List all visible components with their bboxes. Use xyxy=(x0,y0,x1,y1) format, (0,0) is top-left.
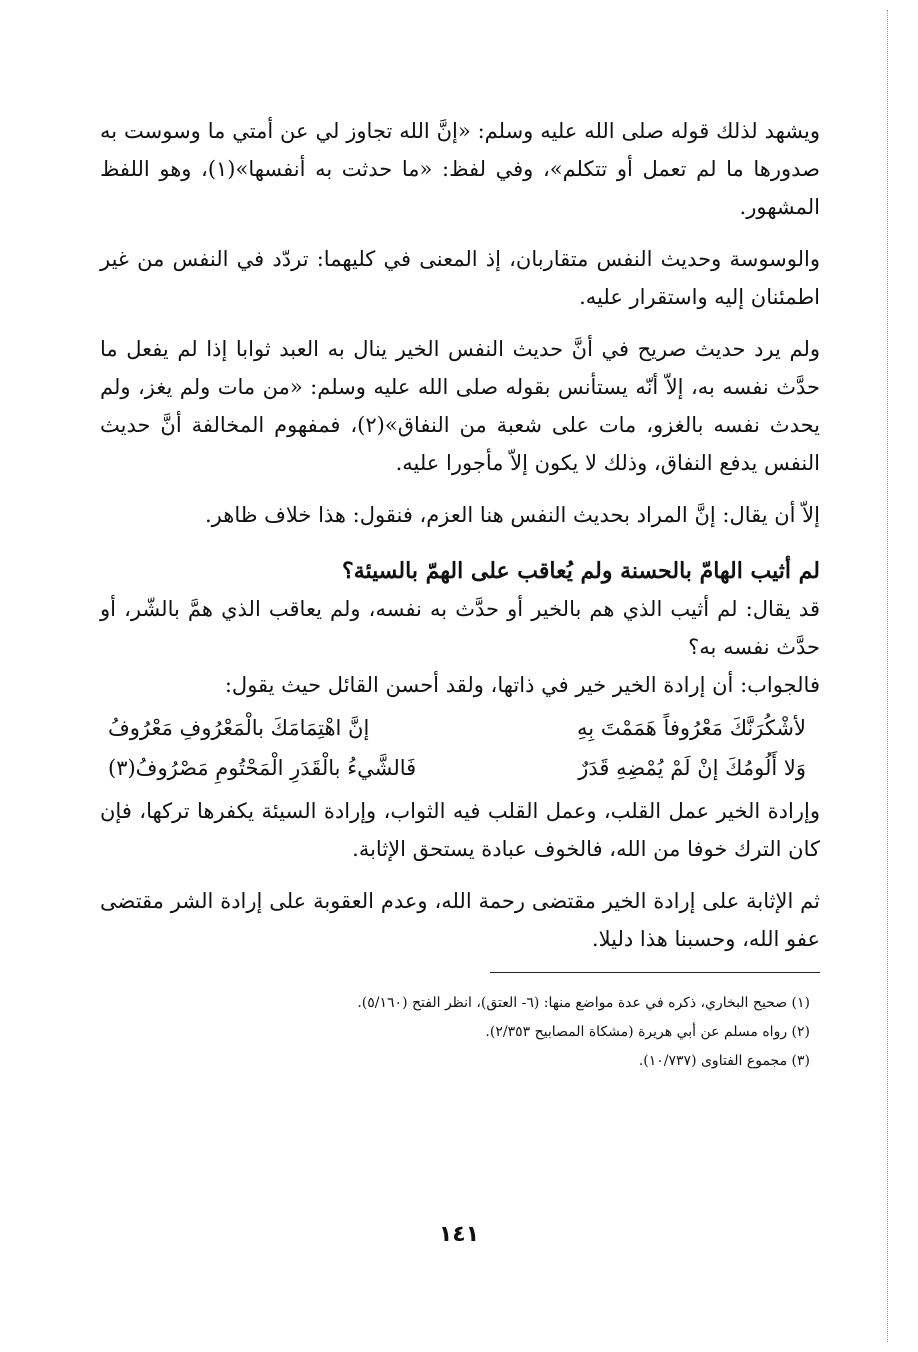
paragraph-7: وإرادة الخير عمل القلب، وعمل القلب فيه الثواب، وإرادة السيئة يكفرها تركها، فإن كان الترك خوفا من الله، فالخوف عبادة يستحق الإثابة. xyxy=(100,799,820,861)
footnote-divider xyxy=(490,972,820,973)
page-number: ١٤١ xyxy=(438,1222,480,1247)
verse-2-first-hemistich: وَلا أَلُومُكَ إنْ لَمْ يُمْضِهِ قَدَرٌ xyxy=(578,756,806,780)
section-heading: لم أثيب الهامّ بالحسنة ولم يُعاقب على الهمّ بالسيئة؟ xyxy=(342,558,820,584)
footnote-3: (٣) مجموع الفتاوى (١٠/٧٣٧). xyxy=(638,1053,810,1069)
paragraph-4: إلاّ أن يقال: إنَّ المراد بحديث النفس هنا العزم، فنقول: هذا خلاف ظاهر. xyxy=(204,503,820,527)
poem-verse-2 xyxy=(100,748,820,788)
verse-1-first-hemistich: لأشْكُرَنَّكَ مَعْرُوفاً هَمَمْتَ بِهِ xyxy=(577,716,806,740)
paragraph-5: قد يقال: لم أثيب الذي هم بالخير أو حدَّث به نفسه، ولم يعاقب الذي همَّ بالشّر، أو حدَّث نفسه به؟ xyxy=(100,597,820,659)
paragraph-1: ويشهد لذلك قوله صلى الله عليه وسلم: «إنَّ الله تجاوز لي عن أمتي ما وسوست به صدورها ما لم تعمل أو تتكلم»، وفي لفظ: «ما حدثت به أنفسها»(١)، وهو اللفظ المشهور. xyxy=(100,119,820,219)
footnote-2: (٢) رواه مسلم عن أبي هريرة (مشكاة المصابيح ٢/٣٥٣). xyxy=(485,1024,810,1040)
paragraph-6: فالجواب: أن إرادة الخير خير في ذاتها، ولقد أحسن القائل حيث يقول: xyxy=(224,673,820,697)
page-body xyxy=(100,112,820,1076)
verse-2-second-hemistich: فَالشَّيءُ بالْقَدَرِ الْمَحْتُومِ مَصْرُوفُ(٣) xyxy=(108,756,417,780)
paragraph-2: والوسوسة وحديث النفس متقاربان، إذ المعنى في كليهما: تردّد في النفس من غير اطمئنان إليه واستقرار عليه. xyxy=(100,247,820,309)
poem-verse-1 xyxy=(100,708,820,748)
verse-1-second-hemistich: إنَّ اهْتِمَامَكَ بالْمَعْرُوفِ مَعْرُوفُ xyxy=(108,716,370,740)
footnote-1: (١) صحيح البخاري، ذكره في عدة مواضع منها: (٦- العتق)، انظر الفتح (٥/١٦٠). xyxy=(357,995,810,1011)
paragraph-3: ولم يرد حديث صريح في أنَّ حديث النفس الخير ينال به العبد ثوابا إذا لم يفعل ما حدَّث نفسه به، إلاّ أنّه يستأنس بقوله صلى الله عليه وسلم: «من مات ولم يغز، ولم يحدث نفسه بالغزو، مات على شعبة من النفاق»(٢)، فمفهوم المخالفة أنَّ حديث النفس يدفع النفاق، وذلك لا يكون إلاّ مأجورا عليه. xyxy=(100,337,820,475)
page-edge-dotted-line xyxy=(887,10,888,1342)
paragraph-8: ثم الإثابة على إرادة الخير مقتضى رحمة الله، وعدم العقوبة على إرادة الشر مقتضى عفو الله، وحسبنا هذا دليلا. xyxy=(100,889,820,951)
poem xyxy=(100,708,820,788)
